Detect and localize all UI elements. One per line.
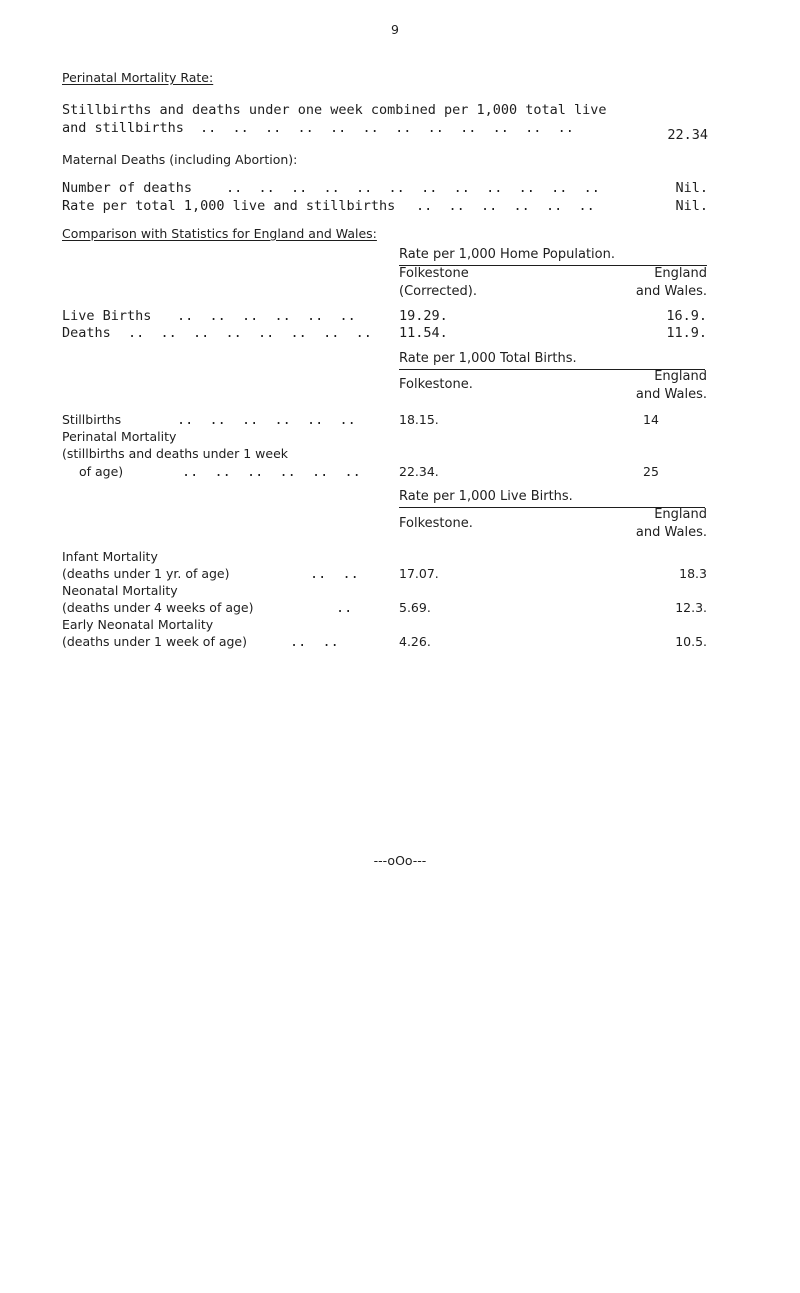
early-neonatal-folkestone: 4.26. bbox=[399, 634, 431, 649]
neonatal-mortality-line1: Neonatal Mortality bbox=[62, 583, 178, 598]
perinatal-mortality-england: 25 bbox=[643, 464, 659, 479]
maternal-rate-value: Nil. bbox=[675, 198, 708, 214]
dot-leader: .. .. .. .. .. .. bbox=[416, 198, 595, 214]
perinatal-value: 22.34 bbox=[667, 127, 708, 143]
total-births-col1: Folkestone. bbox=[399, 377, 473, 392]
population-col1-line2: (Corrected). bbox=[399, 284, 477, 299]
infant-mortality-england: 18.3 bbox=[679, 566, 707, 581]
live-births-col1: Folkestone. bbox=[399, 516, 473, 531]
live-births-header: Rate per 1,000 Live Births. bbox=[399, 489, 573, 504]
stillbirths-folkestone: 18.15. bbox=[399, 412, 439, 427]
perinatal-heading: Perinatal Mortality Rate: bbox=[62, 70, 214, 85]
live-births-col2-line1: England bbox=[654, 507, 707, 522]
population-col2-line2: and Wales. bbox=[635, 284, 707, 299]
population-header: Rate per 1,000 Home Population. bbox=[399, 247, 615, 262]
neonatal-mortality-line2: (deaths under 4 weeks of age) bbox=[62, 600, 254, 615]
perinatal-line-2: and stillbirths bbox=[62, 120, 184, 136]
dot-leader: .. .. .. .. .. .. bbox=[177, 412, 356, 428]
population-col1-line1: Folkestone bbox=[399, 266, 469, 281]
maternal-heading: Maternal Deaths (including Abortion): bbox=[62, 152, 298, 167]
maternal-rate-label: Rate per total 1,000 live and stillbirths bbox=[62, 198, 396, 214]
early-neonatal-line1: Early Neonatal Mortality bbox=[62, 617, 214, 632]
comparison-heading: Comparison with Statistics for England and Wales: bbox=[62, 226, 377, 241]
infant-mortality-folkestone: 17.07. bbox=[399, 566, 439, 581]
early-neonatal-line2: (deaths under 1 week of age) bbox=[62, 634, 247, 649]
perinatal-mortality-folkestone: 22.34. bbox=[399, 464, 439, 479]
maternal-number-label: Number of deaths bbox=[62, 180, 193, 196]
total-births-col2-line1: England bbox=[654, 369, 707, 384]
page-number: 9 bbox=[391, 22, 399, 37]
deaths-folkestone: 11.54. bbox=[399, 325, 448, 341]
dot-leader: .. .. .. .. .. .. bbox=[177, 308, 356, 324]
early-neonatal-england: 10.5. bbox=[675, 634, 707, 649]
deaths-england: 11.9. bbox=[666, 325, 707, 341]
perinatal-mortality-line1: Perinatal Mortality bbox=[62, 429, 177, 444]
dot-leader: .. .. .. .. .. .. bbox=[182, 464, 361, 480]
footer-ornament: ---oOo--- bbox=[373, 853, 427, 868]
stillbirths-england: 14 bbox=[643, 412, 659, 427]
live-births-folkestone: 19.29. bbox=[399, 308, 448, 324]
dot-leader: .. .. bbox=[290, 634, 339, 650]
dot-leader: .. .. .. .. .. .. .. .. .. .. .. .. bbox=[200, 120, 574, 136]
dot-leader: .. .. .. .. .. .. .. .. bbox=[128, 325, 372, 341]
dot-leader: .. .. bbox=[310, 566, 359, 582]
stillbirths-label: Stillbirths bbox=[62, 412, 122, 427]
total-births-col2-line2: and Wales. bbox=[635, 387, 707, 402]
infant-mortality-line2: (deaths under 1 yr. of age) bbox=[62, 566, 230, 581]
live-births-col2-line2: and Wales. bbox=[635, 525, 707, 540]
live-births-england: 16.9. bbox=[666, 308, 707, 324]
infant-mortality-line1: Infant Mortality bbox=[62, 549, 158, 564]
neonatal-mortality-england: 12.3. bbox=[675, 600, 707, 615]
row-label-live-births: Live Births bbox=[62, 308, 152, 324]
dot-leader: .. .. .. .. .. .. .. .. .. .. .. .. bbox=[226, 180, 600, 196]
maternal-number-value: Nil. bbox=[675, 180, 708, 196]
total-births-header: Rate per 1,000 Total Births. bbox=[399, 351, 577, 366]
row-label-deaths: Deaths bbox=[62, 325, 111, 341]
population-col2-line1: England bbox=[654, 266, 707, 281]
perinatal-mortality-line2: (stillbirths and deaths under 1 week bbox=[62, 446, 289, 461]
neonatal-mortality-folkestone: 5.69. bbox=[399, 600, 431, 615]
dot-leader: .. bbox=[336, 600, 353, 616]
perinatal-mortality-line3: of age) bbox=[79, 464, 124, 479]
perinatal-line-1: Stillbirths and deaths under one week combined per 1,000 total live bbox=[62, 102, 607, 118]
